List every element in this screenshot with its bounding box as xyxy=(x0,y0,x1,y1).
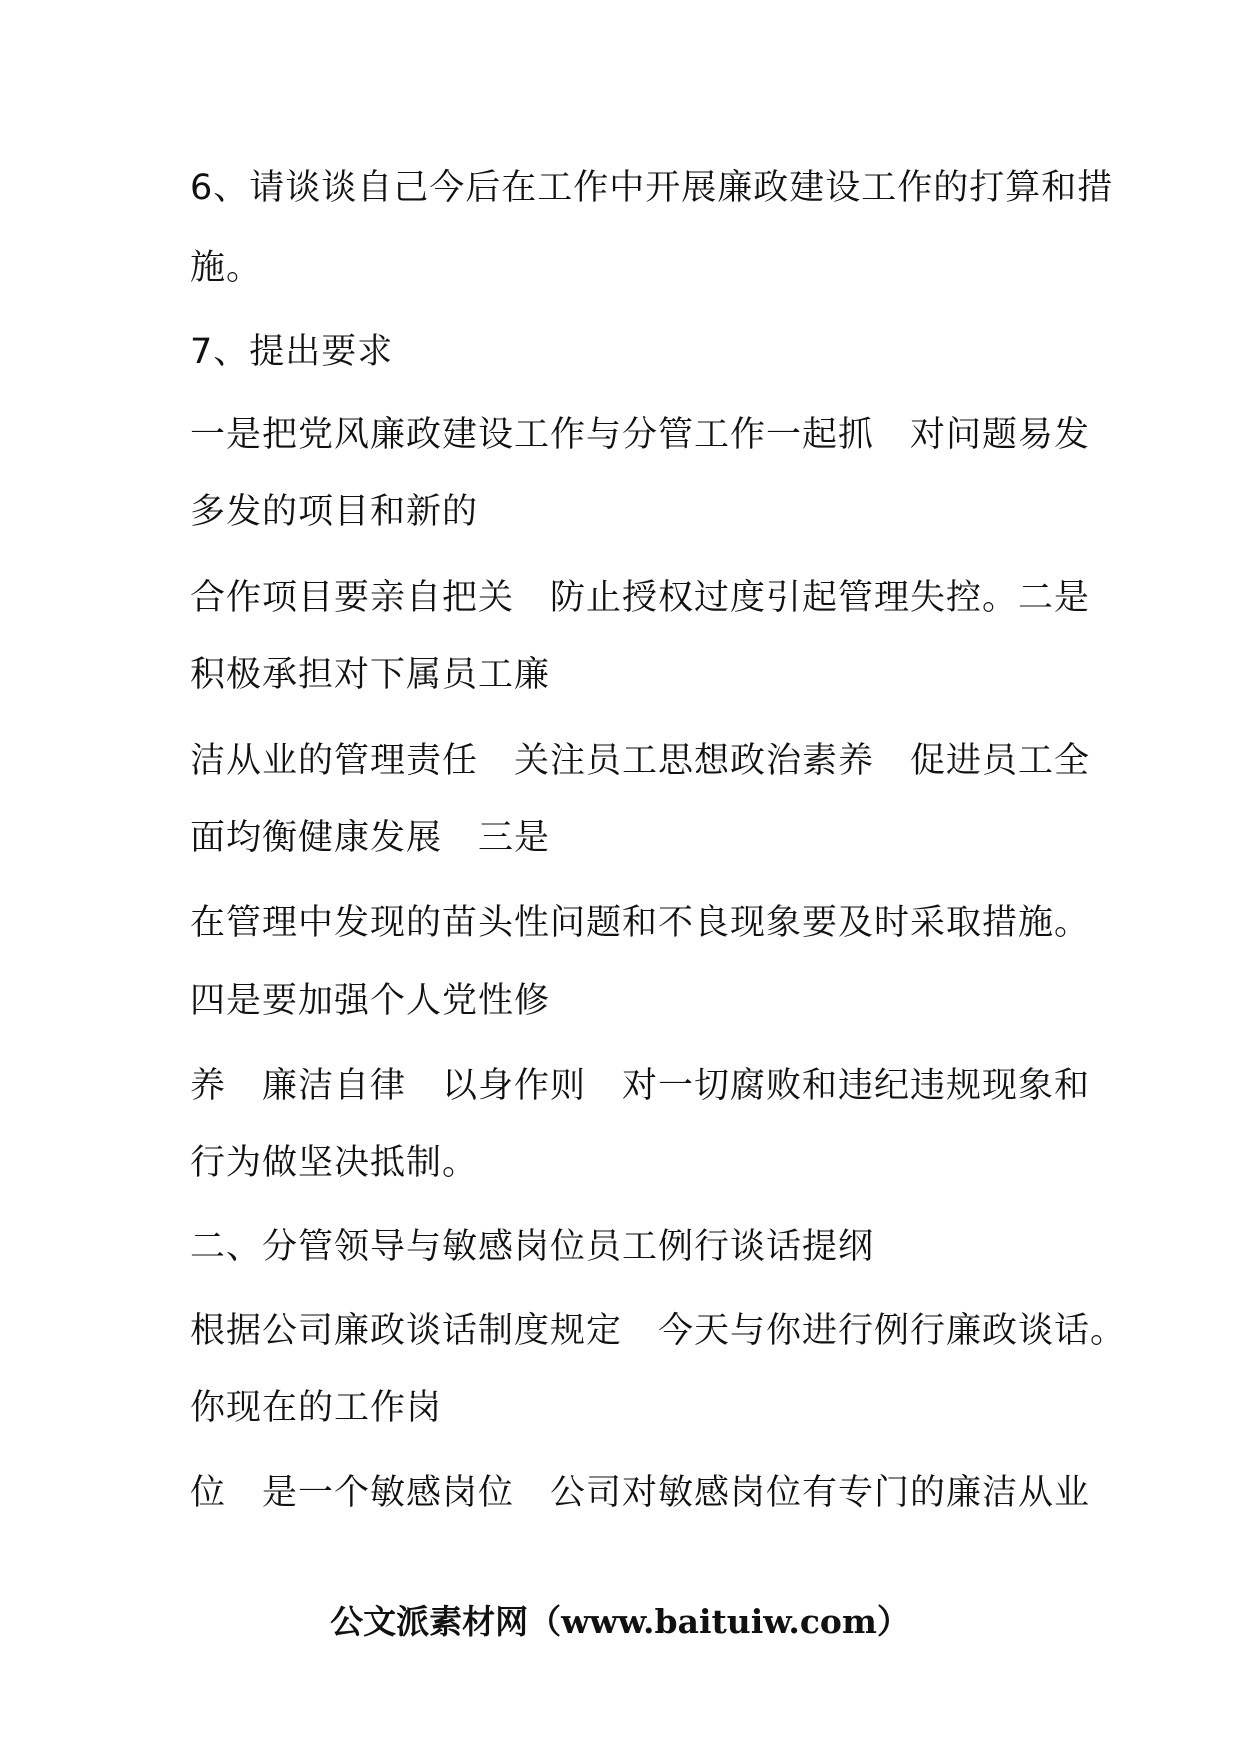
page-footer-watermark: 公文派素材网（www.baituiw.com） xyxy=(330,1602,910,1641)
text-line-req3-part2: 在管理中发现的苗头性问题和不良现象要及时采取措施。 xyxy=(190,903,1091,943)
text-line-req2-part1: 积极承担对下属员工廉 xyxy=(190,655,551,695)
text-line-req2-part2: 洁从业的管理责任 关注员工思想政治素养 促进员工全 xyxy=(190,741,1091,781)
text-line-req3-part1: 面均衡健康发展 三是 xyxy=(190,818,551,858)
section-heading-2: 二、分管领导与敏感岗位员工例行谈话提纲 xyxy=(190,1227,875,1267)
text-line-req4-part1: 四是要加强个人党性修 xyxy=(190,981,551,1021)
text-line-req4-part3: 行为做坚决抵制。 xyxy=(190,1143,479,1183)
text-line-talk-part1: 根据公司廉政谈话制度规定 今天与你进行例行廉政谈话。 xyxy=(190,1311,1127,1351)
text-line-req4-part2: 养 廉洁自律 以身作则 对一切腐败和违纪违规现象和 xyxy=(190,1066,1091,1106)
text-line-q6-part1: 6、请谈谈自己今后在工作中开展廉政建设工作的打算和措 xyxy=(190,168,1114,208)
text-line-req1-part2: 多发的项目和新的 xyxy=(190,492,479,532)
text-line-q6-part2: 施。 xyxy=(190,248,263,288)
text-line-req1-part1: 一是把党风廉政建设工作与分管工作一起抓 对问题易发 xyxy=(190,415,1091,455)
text-line-talk-part2: 你现在的工作岗 xyxy=(190,1388,443,1428)
text-line-item7-heading: 7、提出要求 xyxy=(190,332,394,372)
text-line-req1-part3: 合作项目要亲自把关 防止授权过度引起管理失控。二是 xyxy=(190,578,1091,618)
text-line-talk-part3: 位 是一个敏感岗位 公司对敏感岗位有专门的廉洁从业 xyxy=(190,1473,1091,1513)
